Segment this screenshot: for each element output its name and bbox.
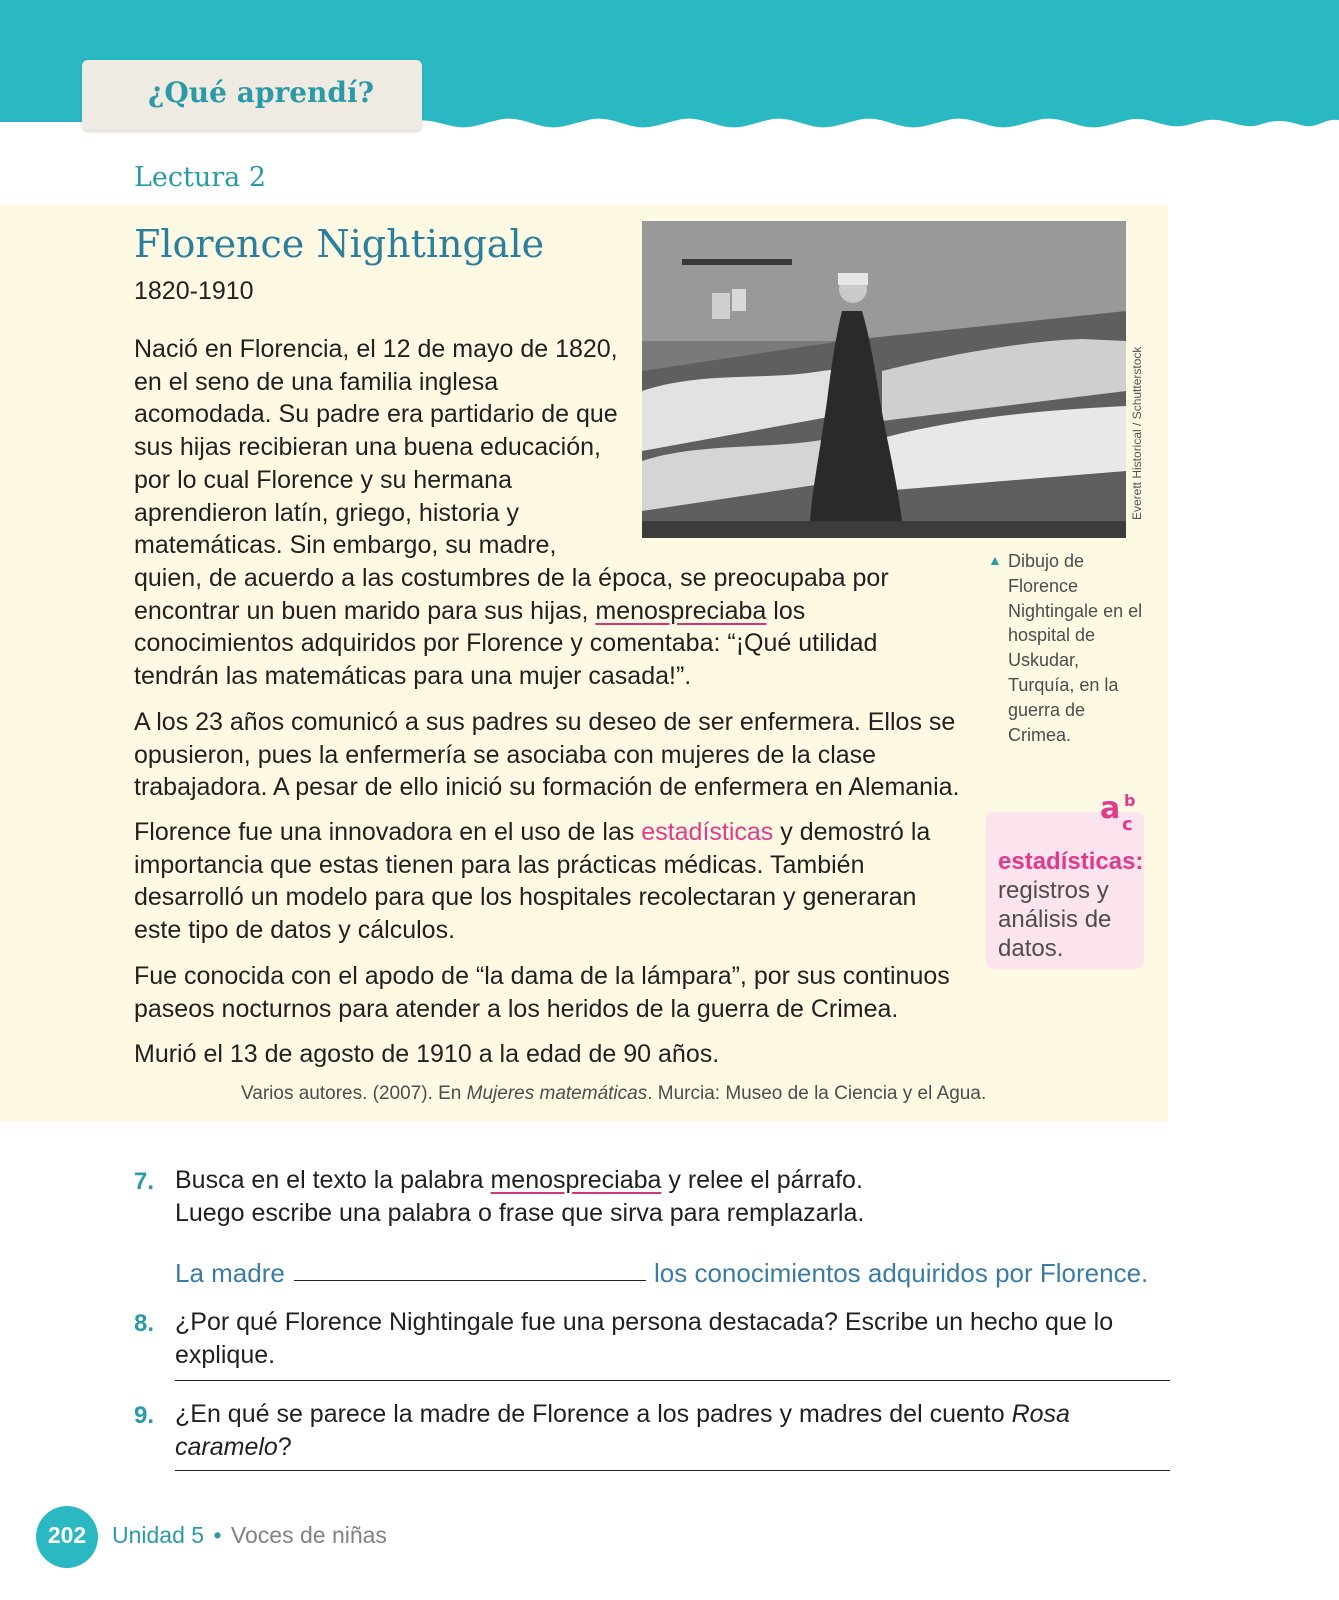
glossary-term: estadísticas: — [998, 848, 1144, 875]
paragraph-3 — [134, 816, 954, 947]
paragraph-3-text-a: Florence fue una innovadora en el uso de las — [134, 818, 642, 846]
question-9-text — [175, 1398, 1185, 1464]
photo-credit: Everett Historical / Schutterstock — [1130, 346, 1144, 520]
question-9-title: Rosa caramelo — [175, 1400, 1070, 1461]
question-9-text-a: ¿En qué se parece la madre de Florence a los padres y madres del cuento — [175, 1400, 1012, 1428]
caption-arrow-icon: ▲ — [988, 552, 1002, 568]
keyword-estadisticas: estadísticas — [641, 818, 774, 846]
glossary-definition: registros y análisis de datos. — [998, 877, 1112, 962]
question-7-text-b: y relee el párrafo. Luego escribe una palabra o frase que sirva para remplazarla. — [175, 1166, 865, 1227]
source-title: Mujeres matemáticas — [466, 1083, 648, 1104]
footer-unit — [112, 1522, 387, 1549]
paragraph-2: A los 23 años comunicó a sus padres su deseo de ser enfermera. Ellos se opusieron, pues la enfermería se asociaba con mujeres de la clase trabajadora. A pesar de ello inició su formación de enfermera en Alemania. — [134, 708, 960, 802]
question-9-number: 9. — [134, 1402, 155, 1429]
question-8-number: 8. — [134, 1310, 155, 1337]
keyword-menospreciaba: menospreciaba — [595, 596, 767, 625]
unit-label: Unidad 5 — [112, 1522, 205, 1548]
hospital-illustration — [642, 221, 1126, 538]
unit-title: Voces de niñas — [230, 1522, 387, 1548]
paragraph-4: Fue conocida con el apodo de “la dama de la lámpara”, por sus continuos paseos nocturnos para atender a los heridos de la guerra de Crimea. — [134, 962, 950, 1023]
fill-in-end: los conocimientos adquiridos por Florence. — [654, 1258, 1149, 1288]
question-8-text: ¿Por qué Florence Nightingale fue una persona destacada? Escribe un hecho que lo explique. — [175, 1308, 1114, 1369]
source-text-a: Varios autores. (2007). En — [241, 1083, 467, 1104]
article-years: 1820-1910 — [134, 277, 254, 305]
page-number: 202 — [47, 1522, 87, 1548]
footer-separator: • — [213, 1522, 222, 1548]
paragraph-1-part-2 — [134, 562, 954, 693]
question-7-keyword: menospreciaba — [490, 1166, 662, 1194]
source-citation — [241, 1083, 986, 1105]
question-9-text-b: ? — [277, 1433, 292, 1461]
question-7-number: 7. — [134, 1168, 155, 1195]
fill-in-start: La madre — [175, 1258, 285, 1288]
svg-text:b: b — [1124, 791, 1136, 810]
image-caption: Dibujo de Florence Nightingale en el hospital de Uskudar, Turquía, en la guerra de Crimea. — [1008, 551, 1143, 745]
page-number-badge — [36, 1506, 98, 1568]
paragraph-1-text-b: los conocimientos adquiridos por Florence y comentaba: “¡Qué utilidad tendrán las matemáticas para una mujer casada!”. — [134, 596, 878, 691]
answer-line-8[interactable] — [175, 1380, 1170, 1381]
paragraph-1-part-1: Nació en Florencia, el 12 de mayo de 1820, en el seno de una familia inglesa acomodada. Su padre era partidario de que sus hijas recibieran una buena educación, por lo cual Florence y su hermana aprendieron latín, griego, historia y matemáticas. Sin embargo, su madre, — [134, 335, 618, 560]
section-tab-label: ¿Qué aprendí? — [148, 76, 374, 109]
question-7-text-a: Busca en el texto la palabra — [175, 1166, 491, 1194]
svg-text:a: a — [1100, 791, 1121, 826]
reading-label: Lectura 2 — [134, 162, 267, 193]
source-text-b: . Murcia: Museo de la Ciencia y el Agua. — [647, 1083, 987, 1104]
answer-line-9[interactable] — [175, 1470, 1170, 1471]
paragraph-5: Murió el 13 de agosto de 1910 a la edad de 90 años. — [134, 1040, 720, 1068]
paragraph-1-text-a: quien, de acuerdo a las costumbres de la época, se preocupaba por encontrar un buen marido para sus hijas, — [134, 564, 889, 625]
article-title: Florence Nightingale — [134, 222, 545, 266]
svg-text:c: c — [1122, 814, 1133, 834]
question-7-text — [175, 1164, 935, 1230]
section-tab — [82, 60, 422, 130]
paragraph-3-text-b: y demostró la importancia que estas tienen para las prácticas médicas. También desarrolló un modelo para que los hospitales recolectaran y generaran este tipo de datos y cálculos. — [134, 818, 931, 945]
fill-in-blank[interactable] — [294, 1280, 646, 1281]
abc-glossary-icon — [1098, 788, 1144, 834]
